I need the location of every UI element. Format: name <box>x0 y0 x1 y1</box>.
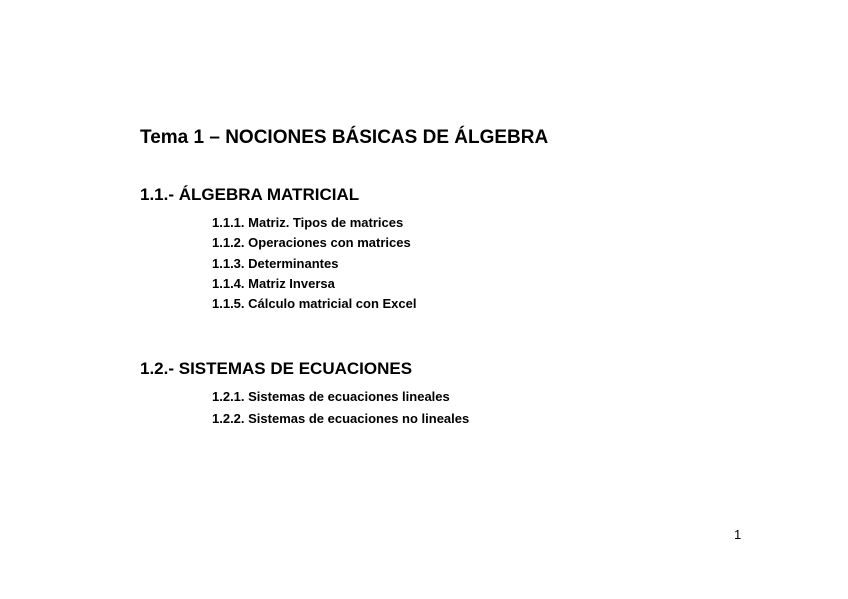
subsection-item: 1.2.2. Sistemas de ecuaciones no lineales <box>212 411 470 426</box>
section-heading-algebra-matricial: 1.1.- ÁLGEBRA MATRICIAL <box>140 185 360 204</box>
subsection-item: 1.1.2. Operaciones con matrices <box>212 235 411 251</box>
document-title: Tema 1 – NOCIONES BÁSICAS DE ÁLGEBRA <box>140 127 549 148</box>
subsection-list-sistemas-ecuaciones <box>212 386 469 430</box>
subsection-item: 1.1.5. Cálculo matricial con Excel <box>212 296 417 312</box>
subsection-item: 1.1.1. Matriz. Tipos de matrices <box>212 215 404 230</box>
subsection-list-algebra-matricial <box>212 213 416 314</box>
subsection-item: 1.1.3. Determinantes <box>212 255 339 271</box>
page-number: 1 <box>734 527 742 542</box>
section-heading-sistemas-ecuaciones: 1.2.- SISTEMAS DE ECUACIONES <box>140 359 413 378</box>
subsection-item: 1.2.1. Sistemas de ecuaciones lineales <box>212 389 450 404</box>
subsection-item: 1.1.4. Matriz Inversa <box>212 275 335 291</box>
